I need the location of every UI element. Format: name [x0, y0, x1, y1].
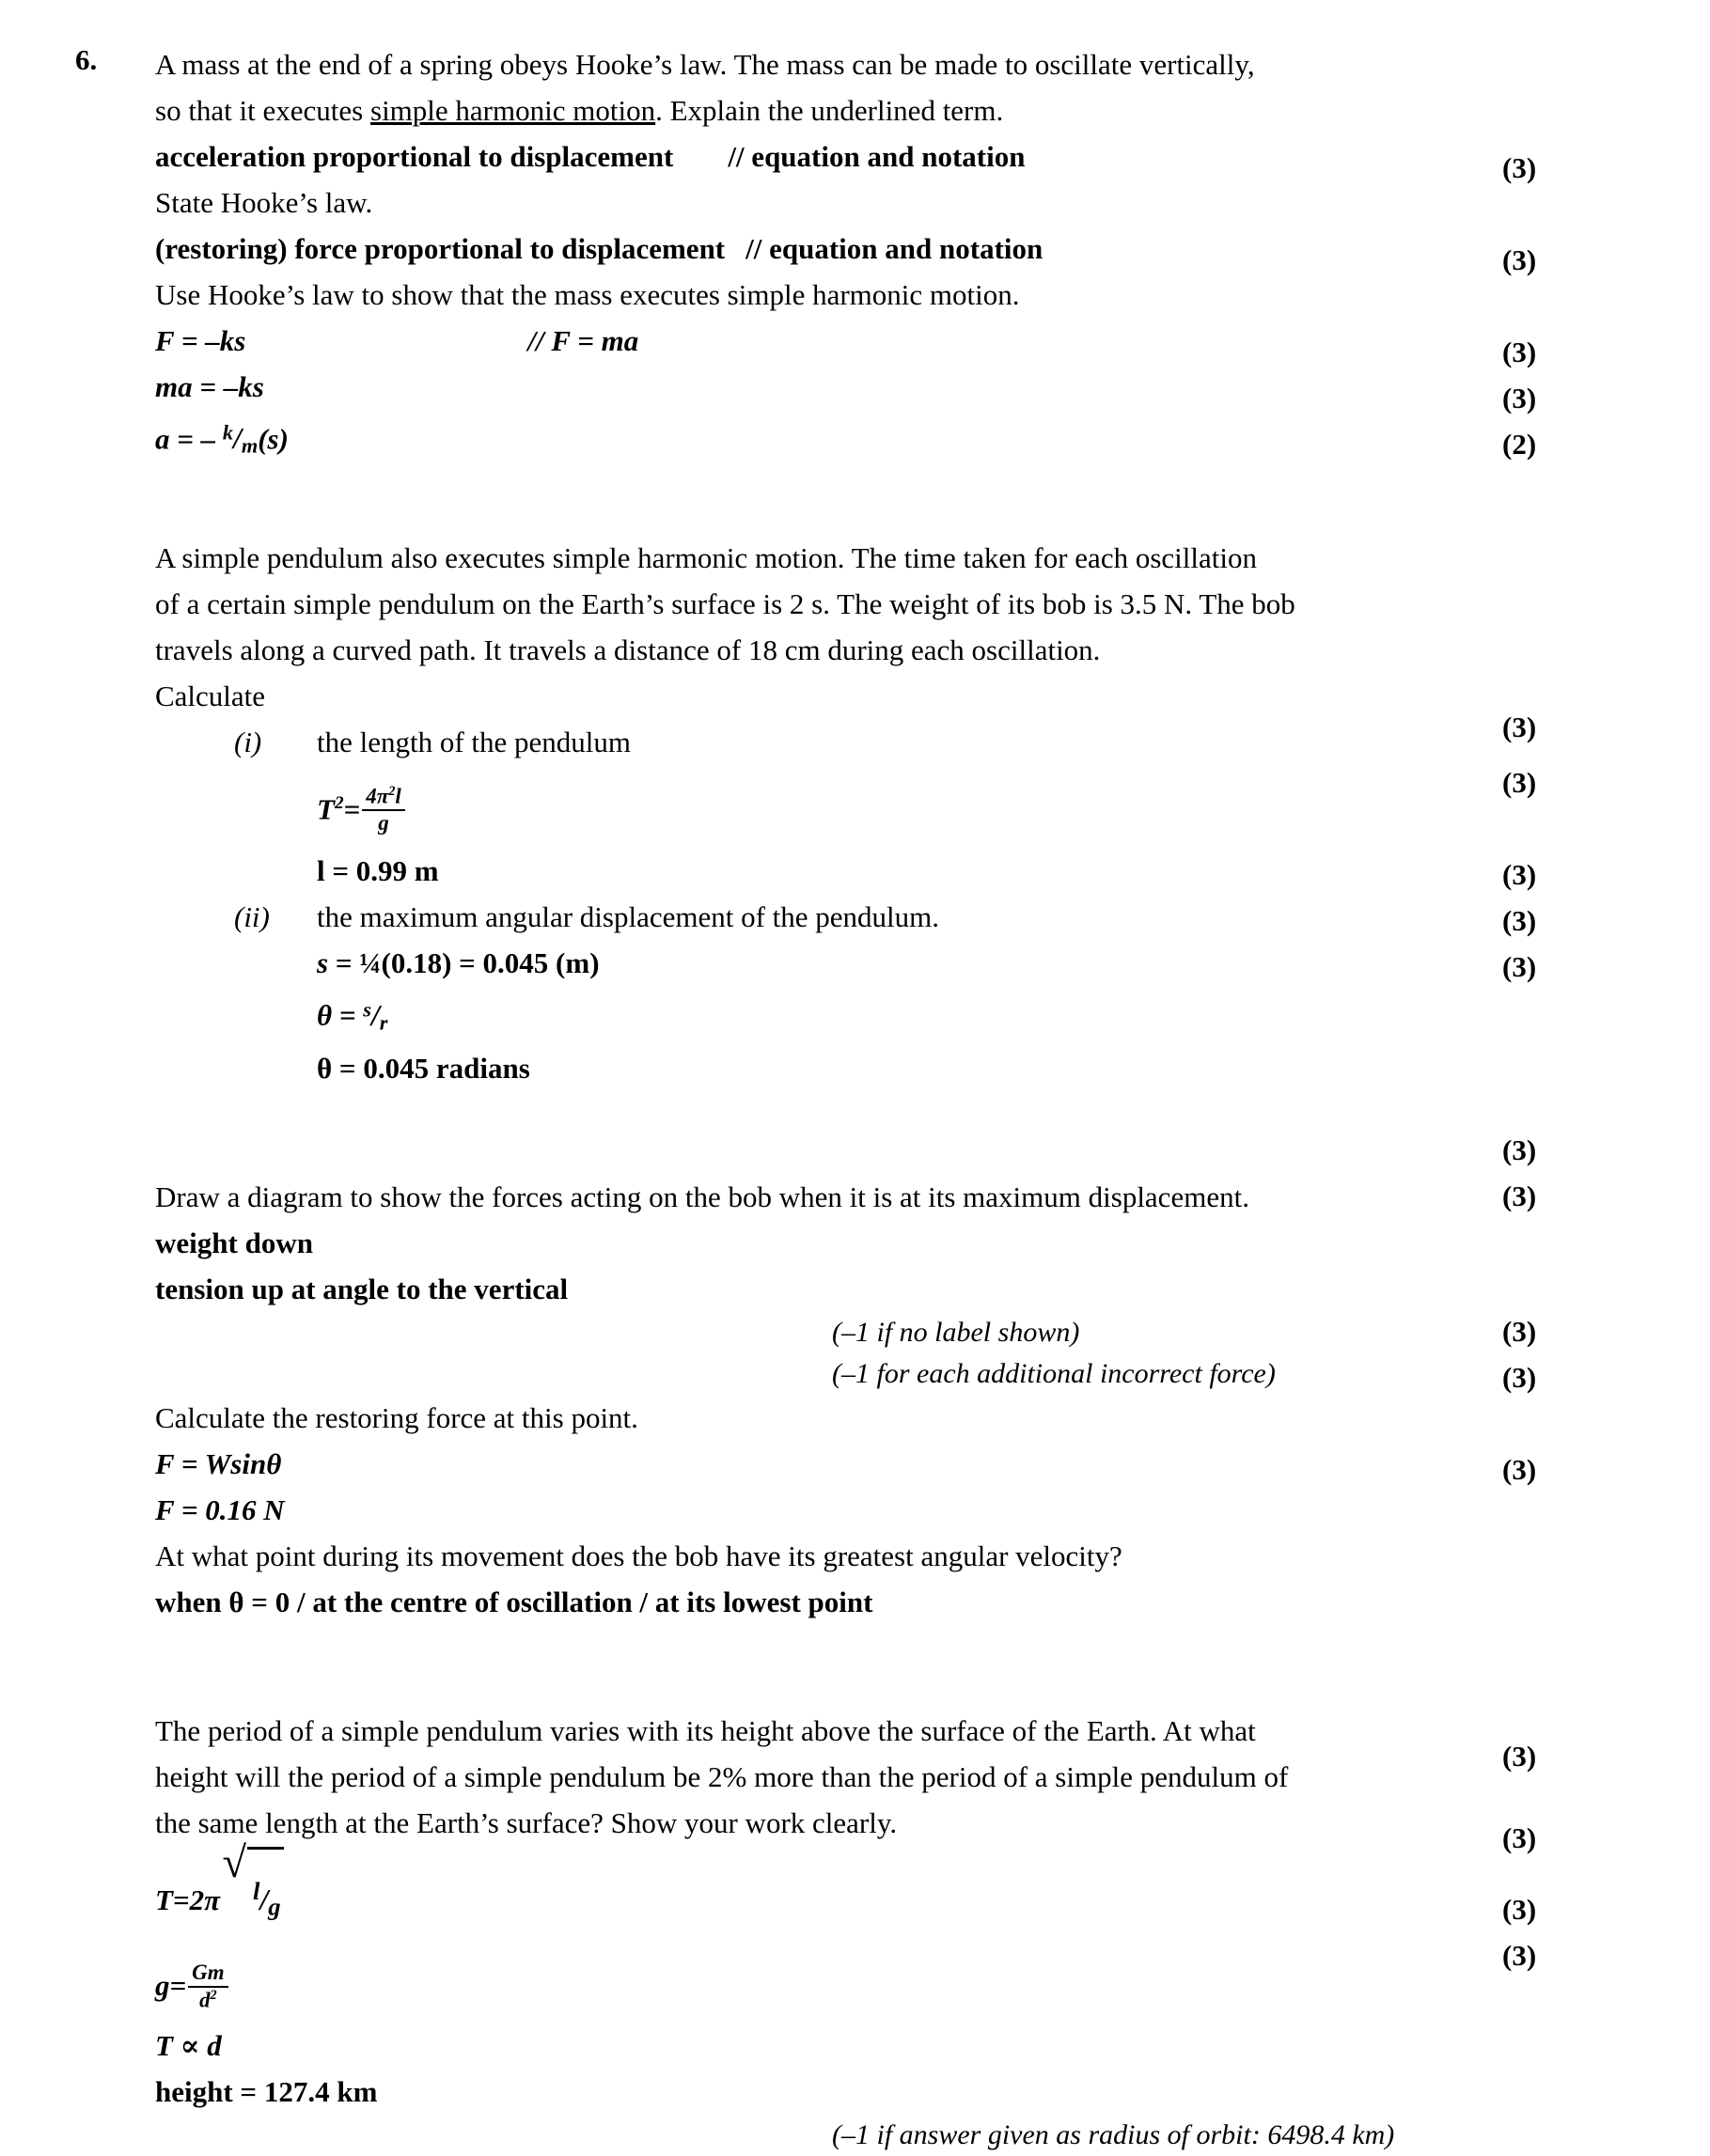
note-no-label: (–1 if no label shown)	[832, 1316, 1080, 1348]
question-number: 6.	[75, 43, 98, 76]
answer-acceleration-note: // equation and notation	[728, 140, 1026, 173]
question-stem	[155, 41, 1471, 133]
answer-restoring-force	[155, 226, 1471, 272]
equation-ma-equals-minus-ks: ma = –ks	[155, 370, 264, 403]
equation-a-prefix: a = –	[155, 422, 223, 456]
prompt-use-hookes-law: Use Hooke’s law to show that the mass executes simple harmonic motion.	[155, 278, 1020, 311]
fraction-m-denominator: m	[241, 433, 259, 458]
mark-equation-a: (2)	[1502, 428, 1537, 461]
fraction-r-denominator: r	[379, 1009, 388, 1034]
prompt-draw-diagram: Draw a diagram to show the forces acting on the bob when it is at its maximum displacement.	[155, 1180, 1249, 1213]
mark-theta-value: (3)	[1502, 950, 1537, 983]
equation-theta-value: θ = 0.045 radians	[317, 1051, 530, 1085]
mark-weight-down: (3)	[1502, 1133, 1537, 1166]
equation-T2-exponent: 2	[334, 792, 344, 813]
equation-theta-prefix: θ =	[317, 998, 364, 1032]
equation-F-lhs: F = –ks	[155, 324, 246, 357]
stem-line-2	[155, 87, 1471, 133]
fraction-num-l: l	[395, 784, 401, 808]
fraction-s-numerator: s	[363, 997, 371, 1022]
equation-a-suffix: (s)	[258, 422, 289, 456]
answer-restoring-text: (restoring) force proportional to displacement	[155, 232, 726, 265]
answer-angular-velocity	[155, 1579, 1471, 1625]
mark-restoring-force: (3)	[1502, 243, 1537, 276]
radical-overbar	[247, 1847, 284, 1850]
item-i	[155, 719, 1471, 765]
equation-T2-lhs: T	[317, 792, 335, 826]
fraction-Gm-numerator: Gm	[188, 1961, 227, 1988]
item-ii-text: the maximum angular displacement of the pendulum.	[317, 900, 940, 934]
equation-a-equals-minus-k-over-m	[155, 410, 1471, 469]
prompt-angular-velocity: At what point during its movement does the bob have its greatest angular velocity?	[155, 1539, 1122, 1572]
mark-equation-T2: (3)	[1502, 711, 1537, 743]
fraction-num-exponent: 2	[388, 783, 396, 799]
fraction-d-symbol: d	[199, 1988, 211, 2012]
note-radius-of-orbit: (–1 if answer given as radius of orbit: 6498.4 km)	[832, 2119, 1395, 2151]
fraction-num-4pi: 4π	[366, 784, 389, 808]
height-paragraph	[155, 1708, 1471, 1846]
equation-g-lhs: g=	[155, 1969, 187, 2003]
prompt-state-hookes-law: State Hooke’s law.	[155, 186, 373, 219]
answer-tension-up: tension up at angle to the vertical	[155, 1272, 569, 1305]
equation-T2-equals: =	[343, 792, 361, 826]
fraction-l-numerator: l	[253, 1876, 260, 1905]
answer-acceleration-proportional	[155, 133, 1471, 180]
mark-acceleration: (3)	[1502, 151, 1537, 184]
fraction-k-numerator: k	[222, 421, 234, 445]
equation-theta-equals-s-over-r	[155, 986, 1471, 1045]
mark-length-value: (3)	[1502, 766, 1537, 799]
mark-equation-F: (3)	[1502, 336, 1537, 368]
stem-line-2-suffix: . Explain the underlined term.	[655, 94, 1004, 127]
answer-weight-down: weight down	[155, 1226, 313, 1259]
pendulum-para-line-1: A simple pendulum also executes simple harmonic motion. The time taken for each oscillation	[155, 540, 1257, 574]
equation-T-equals-2pi-root-l-over-g	[155, 1838, 1471, 1950]
fraction-s-over-r: $^s$/r	[363, 997, 388, 1034]
item-ii-label: (ii)	[234, 900, 270, 934]
mark-angular-velocity: (3)	[1502, 1453, 1537, 1486]
mark-equation-ma: (3)	[1502, 382, 1537, 414]
equation-T-squared	[155, 765, 1471, 848]
height-para-line-2: height will the period of a simple pendulum be 2% more than the period of a simple pendulum of	[155, 1759, 1289, 1793]
equation-F-equals-minus-ks	[155, 318, 1471, 364]
fraction-Gm-over-d2	[188, 1961, 227, 2012]
equation-s-rest: = ¼(0.18) = 0.045 (m)	[328, 946, 600, 980]
fraction-k-over-m: $^k$/m	[222, 421, 259, 458]
fraction-g-denominator: g	[268, 1892, 281, 1921]
item-i-text: the length of the pendulum	[317, 725, 632, 758]
mark-proportional: (3)	[1502, 1893, 1537, 1926]
equation-F-value: F = 0.16 N	[155, 1492, 285, 1526]
stem-line-1: A mass at the end of a spring obeys Hooke’s law. The mass can be made to oscillate vertically,	[155, 48, 1255, 81]
height-para-line-3: the same length at the Earth’s surface? Show your work clearly.	[155, 1805, 898, 1839]
answer-restoring-note: // equation and notation	[745, 232, 1043, 265]
underlined-term: simple harmonic motion	[370, 94, 656, 127]
mark-height-value: (3)	[1502, 1939, 1537, 1972]
mark-equation-theta: (3)	[1502, 904, 1537, 937]
pendulum-paragraph	[155, 535, 1471, 673]
answer-height-value: height = 127.4 km	[155, 2075, 378, 2109]
equation-T-lhs: T=2π	[155, 1883, 221, 1917]
mark-equation-g: (3)	[1502, 1821, 1537, 1854]
equation-F-equals-Wsin-theta: F = Wsinθ	[155, 1446, 282, 1480]
mark-equation-s: (3)	[1502, 858, 1537, 891]
equation-length-value: l = 0.99 m	[317, 854, 439, 888]
fraction-l-over-g: l/g	[253, 1876, 281, 1921]
mark-equation-Fw: (3)	[1502, 1315, 1537, 1348]
radical-sign-icon: √	[222, 1838, 246, 1887]
fraction-d-exponent: 2	[210, 1987, 217, 2003]
height-para-line-1: The period of a simple pendulum varies with its height above the surface of the Earth. At what	[155, 1713, 1256, 1747]
pendulum-para-line-2: of a certain simple pendulum on the Earth’s surface is 2 s. The weight of its bob is 3.5 N. The bob	[155, 586, 1295, 620]
mark-tension-up: (3)	[1502, 1180, 1537, 1212]
mark-equation-T: (3)	[1502, 1740, 1537, 1773]
pendulum-para-line-3: travels along a curved path. It travels a distance of 18 cm during each oscillation.	[155, 633, 1101, 666]
note-incorrect-force: (–1 for each additional incorrect force)	[832, 1357, 1276, 1389]
item-i-label: (i)	[234, 725, 262, 758]
equation-T-proportional-d: T ∝ d	[155, 2029, 222, 2063]
question-body-column	[155, 41, 1471, 2156]
equation-g-equals-Gm-over-d2	[155, 1949, 1471, 2023]
item-ii	[155, 894, 1471, 940]
prompt-calculate: Calculate	[155, 679, 266, 712]
prompt-restoring-force: Calculate the restoring force at this point.	[155, 1400, 638, 1434]
fraction-numerator	[362, 785, 404, 811]
equation-s-symbol: s	[317, 946, 329, 980]
fraction-denominator-g: g	[378, 811, 389, 836]
fraction-d2-denominator	[188, 1988, 227, 2012]
stem-line-2-prefix: so that it executes	[155, 94, 370, 127]
radical-l-over-g	[222, 1838, 284, 1950]
answer-acceleration-text: acceleration proportional to displacement	[155, 140, 674, 173]
fraction-4pi2l-over-g	[362, 785, 404, 836]
mark-F-value: (3)	[1502, 1361, 1537, 1394]
equation-F-note: // F = ma	[527, 324, 639, 357]
answer-angular-text: when θ = 0 / at the centre of oscillation / at its lowest point	[155, 1585, 873, 1618]
equation-s-value	[155, 940, 1471, 986]
